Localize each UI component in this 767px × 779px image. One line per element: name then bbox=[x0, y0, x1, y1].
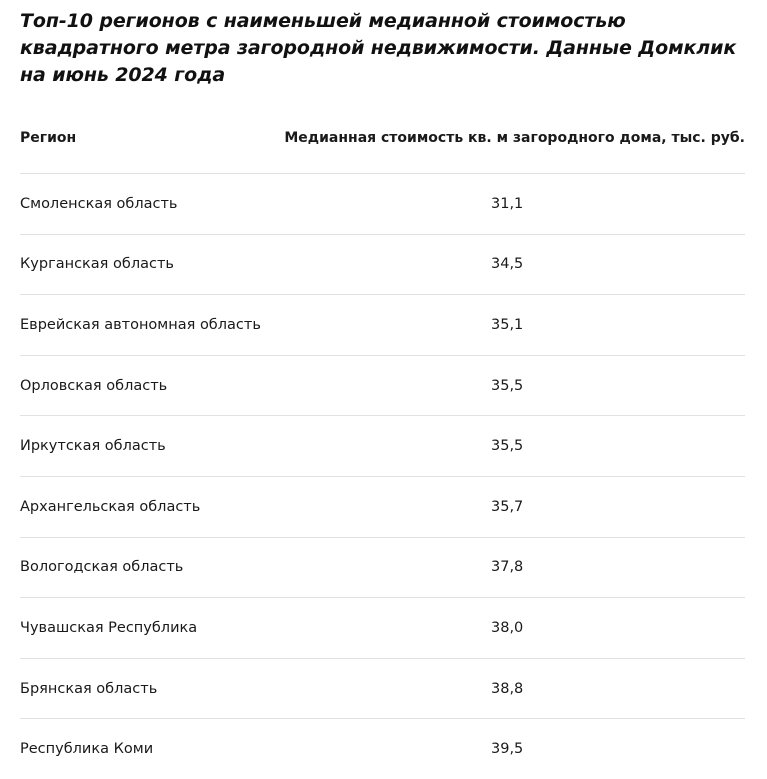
region-cell: Брянская область bbox=[20, 658, 271, 719]
regions-price-table bbox=[20, 115, 745, 779]
price-cell: 31,1 bbox=[271, 174, 745, 235]
table-header-row bbox=[20, 115, 745, 174]
price-cell: 35,7 bbox=[271, 476, 745, 537]
title-line-2: квадратного метра загородной недвижимости. Данные Домклик bbox=[20, 37, 737, 59]
region-cell: Республика Коми bbox=[20, 741, 154, 758]
price-cell: 35,1 bbox=[271, 295, 745, 356]
table-row bbox=[20, 174, 745, 235]
table-row bbox=[20, 598, 745, 659]
region-cell: Вологодская область bbox=[20, 537, 271, 598]
price-cell: 39,5 bbox=[491, 741, 524, 758]
table-row bbox=[20, 355, 745, 416]
region-cell: Чувашская Республика bbox=[20, 598, 271, 659]
table-row bbox=[20, 537, 745, 598]
region-cell: Иркутская область bbox=[20, 416, 271, 477]
region-cell: Курганская область bbox=[20, 234, 271, 295]
table-row bbox=[20, 719, 745, 779]
region-cell: Архангельская область bbox=[20, 476, 271, 537]
price-cell: 37,8 bbox=[271, 537, 745, 598]
region-cell: Смоленская область bbox=[20, 174, 271, 235]
table-row bbox=[20, 416, 745, 477]
region-cell: Еврейская автономная область bbox=[20, 295, 271, 356]
table-row bbox=[20, 476, 745, 537]
table-row bbox=[20, 295, 745, 356]
price-cell: 38,8 bbox=[271, 658, 745, 719]
price-cell: 35,5 bbox=[271, 416, 745, 477]
title-line-1: Топ-10 регионов с наименьшей медианной стоимостью bbox=[20, 10, 626, 32]
header-region: Регион bbox=[20, 115, 271, 174]
title-line-3: на июнь 2024 года bbox=[20, 64, 226, 86]
price-cell: 38,0 bbox=[271, 598, 745, 659]
price-cell: 35,5 bbox=[271, 355, 745, 416]
price-cell: 34,5 bbox=[271, 234, 745, 295]
region-cell: Орловская область bbox=[20, 355, 271, 416]
table-title bbox=[20, 8, 745, 89]
table-row bbox=[20, 658, 745, 719]
header-median-price: Медианная стоимость кв. м загородного дома, тыс. руб. bbox=[271, 115, 745, 174]
table-row bbox=[20, 234, 745, 295]
